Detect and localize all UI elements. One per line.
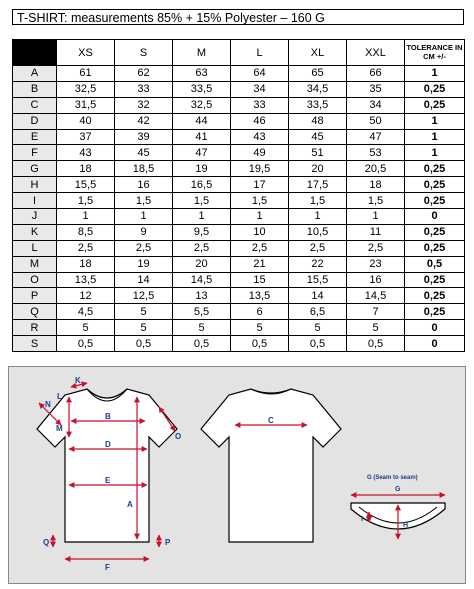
size-header: S: [115, 40, 173, 66]
measurement-cell: 9: [115, 224, 173, 240]
label-b: B: [105, 412, 111, 421]
measurement-cell: 17,5: [289, 177, 347, 193]
measurement-cell: 39: [115, 129, 173, 145]
row-label: P: [13, 288, 57, 304]
tolerance-cell: 0,25: [405, 177, 465, 193]
tolerance-header: TOLERANCE IN CM +/-: [405, 40, 465, 66]
row-label: J: [13, 209, 57, 225]
tolerance-cell: 0,25: [405, 288, 465, 304]
measurement-cell: 20: [289, 161, 347, 177]
measurement-cell: 20,5: [347, 161, 405, 177]
table-row: [13, 336, 465, 352]
measurement-cell: 5: [289, 320, 347, 336]
collar-label-i: I: [361, 516, 363, 523]
measurement-cell: 34,5: [289, 81, 347, 97]
measurement-cell: 0,5: [347, 336, 405, 352]
table-row: [13, 81, 465, 97]
tolerance-cell: 0,25: [405, 81, 465, 97]
header-corner: [13, 40, 57, 66]
measurement-cell: 47: [347, 129, 405, 145]
measurement-cell: 5: [347, 320, 405, 336]
measurement-cell: 1: [347, 209, 405, 225]
measurement-cell: 0,5: [231, 336, 289, 352]
measurement-cell: 62: [115, 66, 173, 82]
measurement-cell: 21: [231, 256, 289, 272]
measurement-cell: 18,5: [115, 161, 173, 177]
measurement-cell: 4,5: [57, 304, 115, 320]
measurement-cell: 5: [115, 320, 173, 336]
label-m: M: [56, 424, 63, 433]
page-title: T-SHIRT: measurements 85% + 15% Polyester – 160 G: [12, 9, 464, 25]
measurement-cell: 14: [115, 272, 173, 288]
tolerance-cell: 0,25: [405, 161, 465, 177]
measurement-cell: 10: [231, 224, 289, 240]
measurement-cell: 50: [347, 113, 405, 129]
table-row: [13, 129, 465, 145]
measurement-cell: 34: [347, 97, 405, 113]
tolerance-cell: 0: [405, 209, 465, 225]
table-row: [13, 240, 465, 256]
tshirt-diagram-panel: [8, 366, 466, 584]
measurement-cell: 44: [173, 113, 231, 129]
measurement-cell: 9,5: [173, 224, 231, 240]
measurement-cell: 17: [231, 177, 289, 193]
label-k: K: [75, 376, 81, 385]
measurement-cell: 6: [231, 304, 289, 320]
measurement-cell: 18: [57, 256, 115, 272]
row-label: D: [13, 113, 57, 129]
measurement-cell: 35: [347, 81, 405, 97]
measurement-cell: 1: [115, 209, 173, 225]
row-label: I: [13, 193, 57, 209]
row-label: A: [13, 66, 57, 82]
measurement-cell: 1,5: [231, 193, 289, 209]
measurement-cell: 47: [173, 145, 231, 161]
size-header: XL: [289, 40, 347, 66]
table-row: [13, 320, 465, 336]
row-label: Q: [13, 304, 57, 320]
measurement-cell: 15: [231, 272, 289, 288]
measurement-cell: 53: [347, 145, 405, 161]
tolerance-cell: 0,25: [405, 272, 465, 288]
measurement-cell: 13: [173, 288, 231, 304]
measurement-cell: 18: [347, 177, 405, 193]
table-row: [13, 177, 465, 193]
table-row: [13, 113, 465, 129]
measurement-cell: 33,5: [289, 97, 347, 113]
table-row: [13, 256, 465, 272]
label-l: L: [57, 392, 62, 401]
measurement-cell: 16: [115, 177, 173, 193]
measurement-cell: 1,5: [115, 193, 173, 209]
row-label: K: [13, 224, 57, 240]
measurement-cell: 42: [115, 113, 173, 129]
measurement-cell: 1: [231, 209, 289, 225]
tolerance-cell: 0,25: [405, 240, 465, 256]
measurement-cell: 19,5: [231, 161, 289, 177]
back-shirt-outline: [201, 389, 341, 542]
tolerance-cell: 0: [405, 320, 465, 336]
measurement-cell: 2,5: [173, 240, 231, 256]
measurement-cell: 5: [57, 320, 115, 336]
measurement-cell: 13,5: [57, 272, 115, 288]
measurement-cell: 6,5: [289, 304, 347, 320]
measurement-cell: 5: [231, 320, 289, 336]
measurement-cell: 37: [57, 129, 115, 145]
tolerance-cell: 1: [405, 113, 465, 129]
measurement-cell: 0,5: [173, 336, 231, 352]
measurement-table: [12, 39, 465, 352]
row-label: L: [13, 240, 57, 256]
measurement-cell: 2,5: [289, 240, 347, 256]
measurement-cell: 64: [231, 66, 289, 82]
measurement-cell: 1: [289, 209, 347, 225]
measurement-cell: 14: [289, 288, 347, 304]
label-o: O: [175, 432, 182, 441]
measurement-cell: 40: [57, 113, 115, 129]
tolerance-cell: 1: [405, 129, 465, 145]
tolerance-cell: 1: [405, 66, 465, 82]
label-a: A: [127, 500, 133, 509]
measurement-cell: 16: [347, 272, 405, 288]
collar-note: G (Seam to seam): [367, 475, 418, 481]
measurement-cell: 10,5: [289, 224, 347, 240]
measurement-cell: 15,5: [57, 177, 115, 193]
measurement-cell: 1,5: [347, 193, 405, 209]
row-label: R: [13, 320, 57, 336]
size-header: L: [231, 40, 289, 66]
measurement-cell: 5,5: [173, 304, 231, 320]
measurement-cell: 66: [347, 66, 405, 82]
table-row: [13, 66, 465, 82]
measurement-cell: 43: [57, 145, 115, 161]
measurement-cell: 43: [231, 129, 289, 145]
label-p: P: [165, 538, 171, 547]
measurement-cell: 12,5: [115, 288, 173, 304]
measurement-cell: 61: [57, 66, 115, 82]
measurement-cell: 32,5: [57, 81, 115, 97]
measurement-cell: 5: [115, 304, 173, 320]
row-label: C: [13, 97, 57, 113]
measurement-cell: 0,5: [115, 336, 173, 352]
row-label: F: [13, 145, 57, 161]
measurement-cell: 45: [115, 145, 173, 161]
tolerance-cell: 0,25: [405, 193, 465, 209]
measurement-cell: 12: [57, 288, 115, 304]
label-e: E: [105, 476, 111, 485]
size-header: XXL: [347, 40, 405, 66]
measurement-cell: 13,5: [231, 288, 289, 304]
measurement-cell: 5: [173, 320, 231, 336]
measurement-cell: 2,5: [231, 240, 289, 256]
collar-label-h: H: [403, 522, 409, 529]
measurement-cell: 22: [289, 256, 347, 272]
row-label: G: [13, 161, 57, 177]
tshirt-diagram: [9, 367, 467, 585]
measurement-cell: 33,5: [173, 81, 231, 97]
measurement-cell: 0,5: [289, 336, 347, 352]
measurement-cell: 1: [57, 209, 115, 225]
measurement-cell: 45: [289, 129, 347, 145]
label-q: Q: [43, 538, 50, 547]
collar-label-g: G: [395, 486, 401, 493]
measurement-cell: 1,5: [173, 193, 231, 209]
row-label: H: [13, 177, 57, 193]
measurement-cell: 11: [347, 224, 405, 240]
row-label: S: [13, 336, 57, 352]
measurement-cell: 2,5: [115, 240, 173, 256]
size-header: XS: [57, 40, 115, 66]
table-row: [13, 193, 465, 209]
measurement-cell: 7: [347, 304, 405, 320]
measurement-cell: 41: [173, 129, 231, 145]
measurement-cell: 18: [57, 161, 115, 177]
measurement-cell: 33: [231, 97, 289, 113]
measurement-cell: 2,5: [57, 240, 115, 256]
table-row: [13, 224, 465, 240]
tolerance-cell: 0,25: [405, 224, 465, 240]
measurement-cell: 31,5: [57, 97, 115, 113]
label-c: C: [268, 416, 274, 425]
table-row: [13, 97, 465, 113]
measurement-cell: 1: [173, 209, 231, 225]
measurement-cell: 65: [289, 66, 347, 82]
size-header: M: [173, 40, 231, 66]
row-label: O: [13, 272, 57, 288]
measurement-cell: 19: [115, 256, 173, 272]
measurement-cell: 32,5: [173, 97, 231, 113]
tolerance-cell: 0: [405, 336, 465, 352]
measurement-cell: 32: [115, 97, 173, 113]
table-row: [13, 288, 465, 304]
measurement-cell: 33: [115, 81, 173, 97]
row-label: E: [13, 129, 57, 145]
tolerance-cell: 0,25: [405, 304, 465, 320]
measurement-cell: 1,5: [57, 193, 115, 209]
measurement-cell: 0,5: [57, 336, 115, 352]
measurement-cell: 48: [289, 113, 347, 129]
measurement-cell: 51: [289, 145, 347, 161]
table-row: [13, 161, 465, 177]
row-label: M: [13, 256, 57, 272]
tolerance-cell: 0,25: [405, 97, 465, 113]
table-row: [13, 304, 465, 320]
measurement-cell: 2,5: [347, 240, 405, 256]
label-n: N: [45, 400, 51, 409]
table-row: [13, 272, 465, 288]
measurement-cell: 23: [347, 256, 405, 272]
measurement-cell: 8,5: [57, 224, 115, 240]
tolerance-cell: 1: [405, 145, 465, 161]
measurement-cell: 46: [231, 113, 289, 129]
label-d: D: [105, 440, 111, 449]
measurement-cell: 20: [173, 256, 231, 272]
table-header-row: [13, 40, 465, 66]
measurement-cell: 14,5: [347, 288, 405, 304]
row-label: B: [13, 81, 57, 97]
table-row: [13, 145, 465, 161]
measurement-cell: 14,5: [173, 272, 231, 288]
measurement-cell: 1,5: [289, 193, 347, 209]
label-f: F: [105, 563, 110, 572]
table-row: [13, 209, 465, 225]
measurement-cell: 34: [231, 81, 289, 97]
measurement-cell: 49: [231, 145, 289, 161]
measurement-cell: 19: [173, 161, 231, 177]
measurement-cell: 16,5: [173, 177, 231, 193]
measurement-cell: 63: [173, 66, 231, 82]
measurement-cell: 15,5: [289, 272, 347, 288]
tolerance-cell: 0,5: [405, 256, 465, 272]
